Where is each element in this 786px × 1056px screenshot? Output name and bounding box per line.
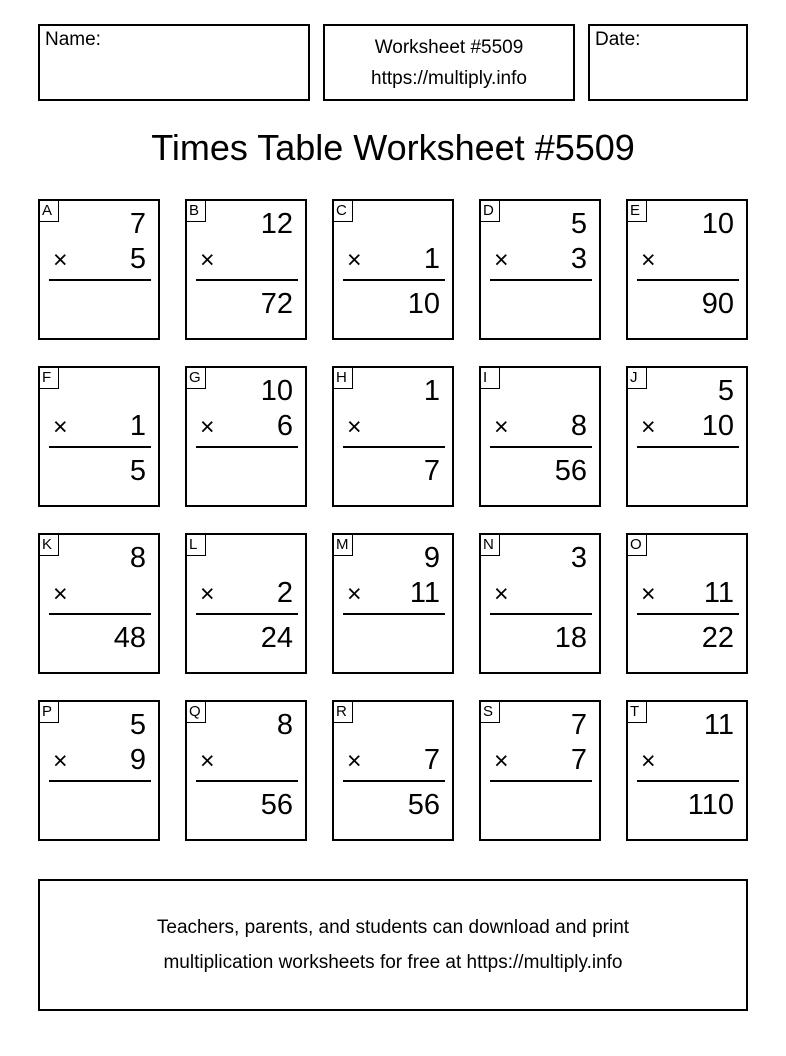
problem-letter: S: [480, 701, 500, 723]
times-sign: ×: [200, 580, 215, 608]
name-label: Name:: [45, 29, 101, 50]
worksheet-info-box: [323, 24, 575, 101]
times-sign: ×: [494, 580, 509, 608]
problem-letter: L: [186, 534, 206, 556]
times-sign: ×: [347, 747, 362, 775]
multiplier: 1: [423, 243, 440, 275]
problem-letter: H: [333, 367, 353, 389]
multiplicand: 7: [129, 208, 146, 240]
problem-letter: N: [480, 534, 500, 556]
problem-card[interactable]: [185, 533, 307, 674]
problem-card[interactable]: [185, 366, 307, 507]
multiplicand: 12: [260, 208, 293, 240]
worksheet-url: https://multiply.info: [371, 67, 527, 89]
times-sign: ×: [200, 246, 215, 274]
times-sign: ×: [200, 413, 215, 441]
times-sign: ×: [347, 246, 362, 274]
answer-line: [49, 613, 151, 615]
problem-letter: K: [39, 534, 59, 556]
answer-line: [49, 780, 151, 782]
problem-card[interactable]: [38, 700, 160, 841]
product: 48: [113, 622, 146, 654]
problem-card[interactable]: [479, 366, 601, 507]
problem-letter: C: [333, 200, 353, 222]
problem-letter: D: [480, 200, 500, 222]
product: 24: [260, 622, 293, 654]
times-sign: ×: [347, 413, 362, 441]
problem-card[interactable]: [332, 199, 454, 340]
multiplier: 7: [423, 744, 440, 776]
times-sign: ×: [53, 747, 68, 775]
multiplicand: 3: [570, 542, 587, 574]
product: 56: [554, 455, 587, 487]
problem-letter: P: [39, 701, 59, 723]
problem-letter: B: [186, 200, 206, 222]
product: 5: [129, 455, 146, 487]
times-sign: ×: [641, 580, 656, 608]
product: 7: [423, 455, 440, 487]
problem-letter: F: [39, 367, 59, 389]
problem-card[interactable]: [332, 700, 454, 841]
problem-letter: A: [39, 200, 59, 222]
footer-line-2: multiplication worksheets for free at https://multiply.info: [163, 952, 623, 973]
multiplier: 2: [276, 577, 293, 609]
problem-card[interactable]: [38, 533, 160, 674]
answer-line: [637, 780, 739, 782]
answer-line: [343, 780, 445, 782]
multiplier: 9: [129, 744, 146, 776]
multiplicand: 9: [423, 542, 440, 574]
multiplicand: 10: [701, 208, 734, 240]
problem-card[interactable]: [185, 199, 307, 340]
answer-line: [637, 613, 739, 615]
answer-line: [196, 279, 298, 281]
multiplicand: 10: [260, 375, 293, 407]
multiplicand: 5: [570, 208, 587, 240]
problem-letter: T: [627, 701, 647, 723]
date-field[interactable]: [588, 24, 748, 101]
answer-line: [637, 446, 739, 448]
product: 56: [407, 789, 440, 821]
multiplier: 7: [570, 744, 587, 776]
problem-card[interactable]: [626, 366, 748, 507]
times-sign: ×: [53, 580, 68, 608]
footer-note: [38, 879, 748, 1011]
answer-line: [196, 446, 298, 448]
problem-card[interactable]: [332, 366, 454, 507]
multiplier: 11: [703, 577, 734, 609]
times-sign: ×: [347, 580, 362, 608]
problem-letter: Q: [186, 701, 206, 723]
times-sign: ×: [200, 747, 215, 775]
answer-line: [637, 279, 739, 281]
answer-line: [490, 279, 592, 281]
multiplier: 3: [570, 243, 587, 275]
problem-letter: M: [333, 534, 353, 556]
date-label: Date:: [595, 29, 641, 50]
times-sign: ×: [494, 246, 509, 274]
problem-card[interactable]: [626, 533, 748, 674]
product: 56: [260, 789, 293, 821]
multiplicand: 5: [717, 375, 734, 407]
times-sign: ×: [494, 747, 509, 775]
name-field[interactable]: [38, 24, 310, 101]
multiplier: 5: [129, 243, 146, 275]
answer-line: [490, 780, 592, 782]
problem-card[interactable]: [479, 533, 601, 674]
problem-letter: G: [186, 367, 206, 389]
problem-card[interactable]: [479, 199, 601, 340]
product: 10: [407, 288, 440, 320]
multiplicand: 5: [129, 709, 146, 741]
answer-line: [343, 279, 445, 281]
problem-card[interactable]: [38, 199, 160, 340]
page-title: Times Table Worksheet #5509: [151, 127, 635, 168]
multiplier: 1: [129, 410, 146, 442]
product: 90: [701, 288, 734, 320]
problem-letter: I: [480, 367, 500, 389]
answer-line: [196, 613, 298, 615]
product: 72: [260, 288, 293, 320]
problem-letter: O: [627, 534, 647, 556]
answer-line: [490, 446, 592, 448]
multiplicand: 7: [570, 709, 587, 741]
multiplicand: 11: [703, 709, 734, 741]
problem-letter: R: [333, 701, 353, 723]
answer-line: [343, 613, 445, 615]
problem-card[interactable]: [479, 700, 601, 841]
worksheet-number: Worksheet #5509: [374, 36, 524, 58]
answer-line: [343, 446, 445, 448]
answer-line: [49, 446, 151, 448]
product: 22: [701, 622, 734, 654]
problem-card[interactable]: [38, 366, 160, 507]
problem-card[interactable]: [626, 700, 748, 841]
times-sign: ×: [494, 413, 509, 441]
times-sign: ×: [53, 413, 68, 441]
multiplier: 6: [276, 410, 293, 442]
problem-letter: E: [627, 200, 647, 222]
problem-card[interactable]: [332, 533, 454, 674]
multiplier: 10: [701, 410, 734, 442]
footer-line-1: Teachers, parents, and students can download and print: [156, 917, 630, 938]
product: 110: [687, 789, 734, 821]
problem-card[interactable]: [626, 199, 748, 340]
answer-line: [196, 780, 298, 782]
multiplier: 11: [409, 577, 440, 609]
times-sign: ×: [641, 413, 656, 441]
answer-line: [49, 279, 151, 281]
problem-card[interactable]: [185, 700, 307, 841]
times-sign: ×: [641, 747, 656, 775]
times-sign: ×: [53, 246, 68, 274]
answer-line: [490, 613, 592, 615]
multiplicand: 1: [423, 375, 440, 407]
product: 18: [554, 622, 587, 654]
problem-letter: J: [627, 367, 647, 389]
times-sign: ×: [641, 246, 656, 274]
multiplicand: 8: [276, 709, 293, 741]
multiplicand: 8: [129, 542, 146, 574]
multiplier: 8: [570, 410, 587, 442]
